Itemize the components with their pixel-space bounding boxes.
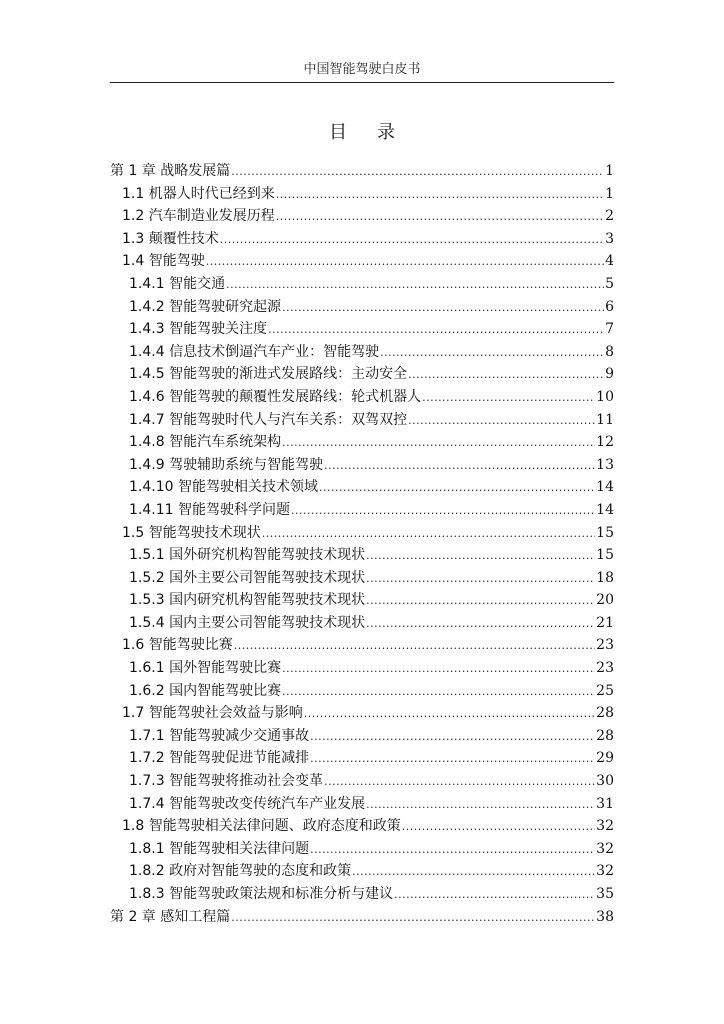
toc-entry-title: 1.4.8 智能汽车系统架构 <box>129 434 282 451</box>
toc-leader-dots <box>366 590 595 613</box>
toc-leader-dots <box>366 794 595 817</box>
toc-leader-dots <box>282 658 595 681</box>
toc-entry[interactable] <box>110 476 614 499</box>
toc-entry-page-number: 15 <box>596 524 614 541</box>
toc-leader-dots <box>380 342 604 365</box>
toc-entry-page-number: 18 <box>596 569 614 586</box>
toc-entry-title: 1.6.2 国内智能驾驶比赛 <box>129 682 282 699</box>
toc-entry-page-number: 29 <box>596 750 614 767</box>
toc-entry[interactable] <box>110 770 614 793</box>
toc-leader-dots <box>276 184 604 207</box>
toc-entry-title: 1.3 颠覆性技术 <box>122 230 219 247</box>
toc-leader-dots <box>226 274 604 297</box>
toc-entry[interactable] <box>110 589 614 612</box>
toc-entry[interactable] <box>110 250 614 273</box>
toc-entry-page-number: 1 <box>605 185 614 202</box>
toc-entry-page-number: 15 <box>596 547 614 564</box>
toc-entry-title: 1.4 智能驾驶 <box>122 253 205 270</box>
toc-entry[interactable] <box>110 793 614 816</box>
toc-entry-title: 第 2 章 感知工程篇 <box>110 908 231 925</box>
toc-entry[interactable] <box>110 567 614 590</box>
toc-entry-page-number: 23 <box>596 637 614 654</box>
toc-leader-dots <box>231 907 595 930</box>
toc-entry-title: 1.4.1 智能交通 <box>129 275 226 292</box>
toc-entry-title: 1.5 智能驾驶技术现状 <box>122 524 261 541</box>
toc-entry-page-number: 13 <box>596 456 614 473</box>
toc-entry[interactable] <box>110 725 614 748</box>
toc-entry[interactable] <box>110 680 614 703</box>
toc-entry-page-number: 8 <box>605 343 614 360</box>
toc-entry-title: 第 1 章 战略发展篇 <box>110 163 231 179</box>
toc-entry-page-number: 32 <box>596 818 614 835</box>
toc-entry[interactable] <box>110 386 614 409</box>
toc-leader-dots <box>282 297 604 320</box>
toc-leader-dots <box>408 410 595 433</box>
toc-entry[interactable] <box>110 296 614 319</box>
toc-entry-title: 1.4.5 智能驾驶的渐进式发展路线：主动安全 <box>129 366 408 383</box>
toc-entry[interactable] <box>110 657 614 680</box>
toc-entry[interactable] <box>110 318 614 341</box>
toc-entry-title: 1.4.2 智能驾驶研究起源 <box>129 298 282 315</box>
toc-entry-page-number: 21 <box>596 614 614 631</box>
toc-entry[interactable] <box>110 702 614 725</box>
toc-entry-title: 1.4.11 智能驾驶科学问题 <box>129 501 290 518</box>
toc-entry[interactable] <box>110 499 614 522</box>
toc-leader-dots <box>310 748 595 771</box>
toc-leader-dots <box>234 635 595 658</box>
toc-entry-title: 1.1 机器人时代已经到来 <box>122 185 275 202</box>
toc-entry-title: 1.5.3 国内研究机构智能驾驶技术现状 <box>129 592 366 609</box>
toc-entry-title: 1.4.6 智能驾驶的颠覆性发展路线：轮式机器人 <box>129 388 422 405</box>
toc-entry-page-number: 7 <box>605 321 614 338</box>
toc-entry[interactable] <box>110 409 614 432</box>
toc-entry-title: 1.6 智能驾驶比赛 <box>122 637 233 654</box>
toc-entry-title: 1.5.1 国外研究机构智能驾驶技术现状 <box>129 547 366 564</box>
toc-entry[interactable] <box>110 160 614 183</box>
toc-entry-page-number: 14 <box>596 501 614 518</box>
toc-entry-page-number: 14 <box>596 479 614 496</box>
toc-entry-page-number: 23 <box>596 660 614 677</box>
page-title: 目录 <box>329 122 425 143</box>
toc-entry[interactable] <box>110 522 614 545</box>
toc-entry-page-number: 12 <box>596 434 614 451</box>
toc-leader-dots <box>220 229 604 252</box>
toc-entry-page-number: 32 <box>596 840 614 857</box>
toc-leader-dots <box>319 477 595 500</box>
toc-leader-dots <box>402 816 595 839</box>
toc-entry-page-number: 11 <box>596 411 614 428</box>
toc-entry[interactable] <box>110 363 614 386</box>
toc-leader-dots <box>310 726 595 749</box>
toc-entry-title: 1.8 智能驾驶相关法律问题、政府态度和政策 <box>122 818 401 835</box>
toc-entry-page-number: 32 <box>596 863 614 880</box>
toc-entry-page-number: 31 <box>596 795 614 812</box>
toc-entry-title: 1.4.3 智能驾驶关注度 <box>129 321 268 338</box>
page-header <box>110 60 614 83</box>
toc-entry-title: 1.8.2 政府对智能驾驶的态度和政策 <box>129 863 352 880</box>
page-header-text: 中国智能驾驶白皮书 <box>303 62 421 77</box>
toc-leader-dots <box>268 319 604 342</box>
toc-leader-dots <box>394 884 595 907</box>
toc-leader-dots <box>408 364 604 387</box>
toc-leader-dots <box>282 432 595 455</box>
toc-leader-dots <box>291 500 595 523</box>
toc-leader-dots <box>276 206 604 229</box>
toc-entry-title: 1.7.3 智能驾驶将推动社会变革 <box>129 773 324 790</box>
toc-entry-title: 1.8.3 智能驾驶政策法规和标准分析与建议 <box>129 886 394 902</box>
toc-entry[interactable] <box>110 183 614 206</box>
toc-entry-title: 1.7.4 智能驾驶改变传统汽车产业发展 <box>129 795 366 812</box>
toc-leader-dots <box>366 613 595 636</box>
toc-leader-dots <box>352 861 595 884</box>
toc-entry[interactable] <box>110 454 614 477</box>
toc-entry[interactable] <box>110 228 614 251</box>
toc-leader-dots <box>422 387 595 410</box>
toc-entry-title: 1.6.1 国外智能驾驶比赛 <box>129 660 282 677</box>
toc-entry[interactable] <box>110 205 614 228</box>
toc-entry-page-number: 3 <box>605 230 614 247</box>
toc-entry[interactable] <box>110 431 614 454</box>
toc-entry-title: 1.4.4 信息技术倒逼汽车产业：智能驾驶 <box>129 343 380 360</box>
toc-entry-title: 1.8.1 智能驾驶相关法律问题 <box>129 840 310 857</box>
toc-leader-dots <box>262 523 595 546</box>
toc-entry[interactable] <box>110 838 614 861</box>
toc-entry[interactable] <box>110 273 614 296</box>
toc-entry[interactable] <box>110 860 614 883</box>
toc-leader-dots <box>206 251 604 274</box>
toc-leader-dots <box>366 545 595 568</box>
toc-entry-page-number: 38 <box>596 908 614 925</box>
toc-entry-page-number: 4 <box>605 253 614 270</box>
toc-entry-page-number: 6 <box>605 298 614 315</box>
toc-entry-page-number: 35 <box>596 886 614 902</box>
toc-leader-dots <box>324 455 595 478</box>
toc-entry-title: 1.5.4 国内主要公司智能驾驶技术现状 <box>129 614 366 631</box>
toc-entry-title: 1.5.2 国外主要公司智能驾驶技术现状 <box>129 569 366 586</box>
toc-entry[interactable] <box>110 747 614 770</box>
toc-entry[interactable] <box>110 815 614 838</box>
toc-entry-title: 1.4.7 智能驾驶时代人与汽车关系：双驾双控 <box>129 411 408 428</box>
toc-entry-title: 1.4.9 驾驶辅助系统与智能驾驶 <box>129 456 324 473</box>
toc-entry[interactable] <box>110 612 614 635</box>
toc-entry-page-number: 30 <box>596 773 614 790</box>
toc-entry[interactable] <box>110 634 614 657</box>
toc-entry[interactable] <box>110 883 614 906</box>
toc-entry[interactable] <box>110 544 614 567</box>
toc-leader-dots <box>310 839 595 862</box>
toc-leader-dots <box>282 681 595 704</box>
toc-leader-dots <box>231 161 604 184</box>
toc-entry[interactable] <box>110 341 614 364</box>
toc-entry-page-number: 5 <box>605 275 614 292</box>
toc-entry-page-number: 28 <box>596 727 614 744</box>
toc-leader-dots <box>366 568 595 591</box>
toc-entry-page-number: 20 <box>596 592 614 609</box>
table-of-contents <box>110 160 614 928</box>
toc-entry-title: 1.7.1 智能驾驶减少交通事故 <box>129 727 310 744</box>
toc-entry-page-number: 1 <box>605 163 614 179</box>
toc-entry-page-number: 10 <box>596 388 614 405</box>
toc-entry-page-number: 9 <box>605 366 614 383</box>
toc-entry-page-number: 25 <box>596 682 614 699</box>
toc-entry-title: 1.4.10 智能驾驶相关技术领域 <box>129 479 318 496</box>
toc-leader-dots <box>324 771 595 794</box>
toc-entry[interactable] <box>110 906 614 929</box>
toc-entry-page-number: 2 <box>605 208 614 225</box>
toc-entry-title: 1.7 智能驾驶社会效益与影响 <box>122 705 303 722</box>
toc-entry-title: 1.2 汽车制造业发展历程 <box>122 208 275 225</box>
toc-entry-page-number: 28 <box>596 705 614 722</box>
toc-leader-dots <box>304 703 595 726</box>
toc-entry-title: 1.7.2 智能驾驶促进节能减排 <box>129 750 310 767</box>
